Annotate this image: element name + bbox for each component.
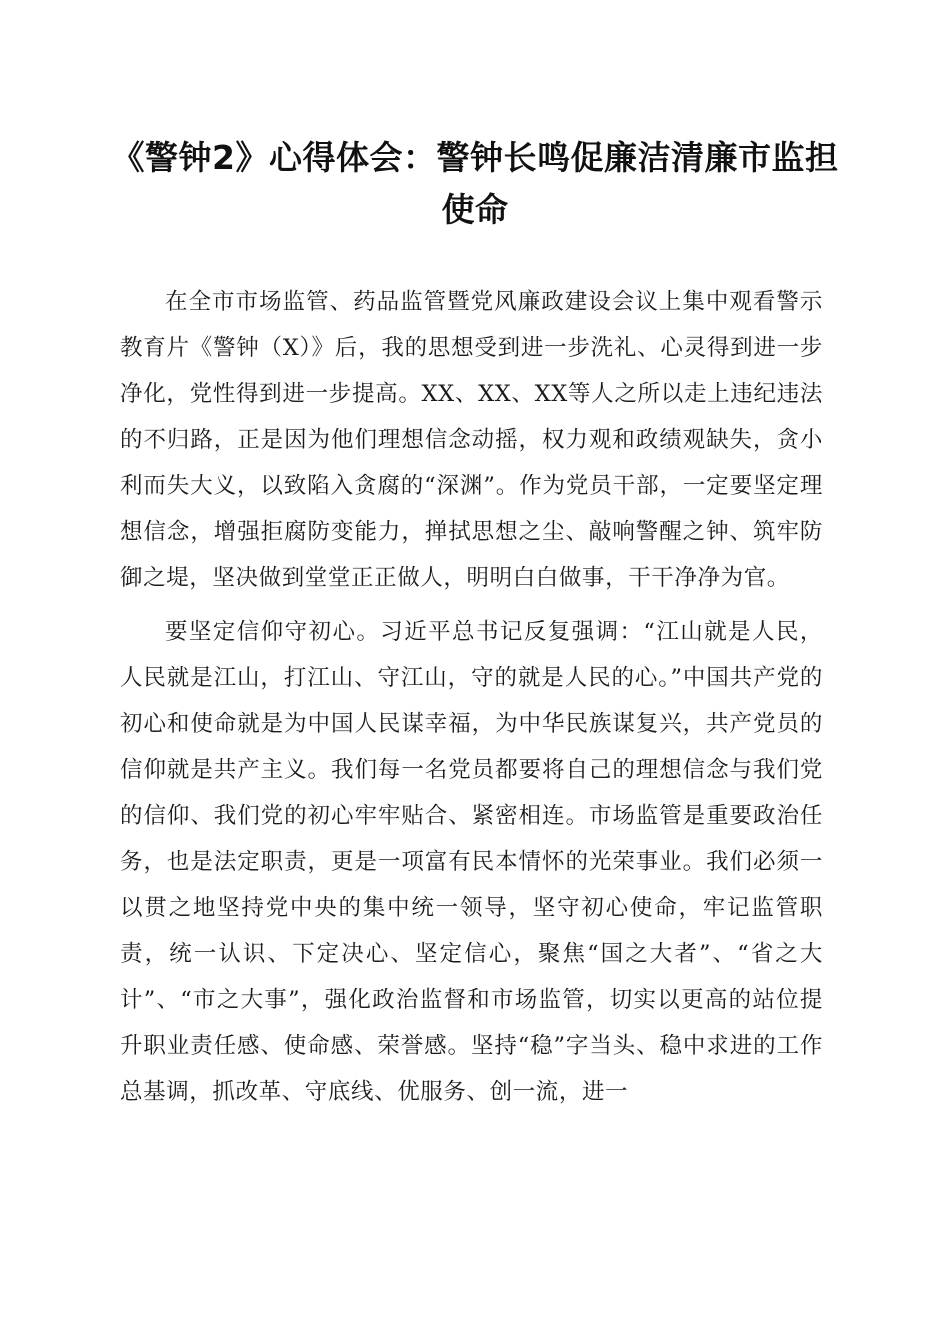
document-body: [120, 228, 823, 1115]
paragraph-intro: 在全市市场监管、药品监管暨党风廉政建设会议上集中观看警示教育片《警钟（X）》后，我的思想受到进一步洗礼、心灵得到进一步净化，党性得到进一步提高。XX、XX、XX等人之所以走上违纪违法的不归路，正是因为他们理想信念动摇，权力观和政绩观缺失，贪小利而失大义，以致陷入贪腐的“深渊”。作为党员干部，一定要坚定理想信念，增强拒腐防变能力，掸拭思想之尘、敲响警醒之钟、筑牢防御之堤，坚决做到堂堂正正做人，明明白白做事，干干净净为官。: [120, 289, 823, 591]
document-title: 《警钟2》心得体会：警钟长鸣促廉洁清廉市监担使命: [111, 138, 839, 229]
paragraph-faith: 要坚定信仰守初心。习近平总书记反复强调：“江山就是人民，人民就是江山，打江山、守江山，守的就是人民的心。”中国共产党的初心和使命就是为中国人民谋幸福，为中华民族谋复兴，共产党员的信仰就是共产主义。我们每一名党员都要将自己的理想信念与我们党的信仰、我们党的初心牢牢贴合、紧密相连。市场监管是重要政治任务，也是法定职责，更是一项富有民本情怀的光荣事业。我们必须一以贯之地坚持党中央的集中统一领导，坚守初心使命，牢记监管职责，统一认识、下定决心、坚定信心，聚焦“国之大者”、“省之大计”、“市之大事”，强化政治监督和市场监管，切实以更高的站位提升职业责任感、使命感、荣誉感。坚持“稳”字当头、稳中求进的工作总基调，抓改革、守底线、优服务、创一流，进一: [120, 619, 823, 1105]
